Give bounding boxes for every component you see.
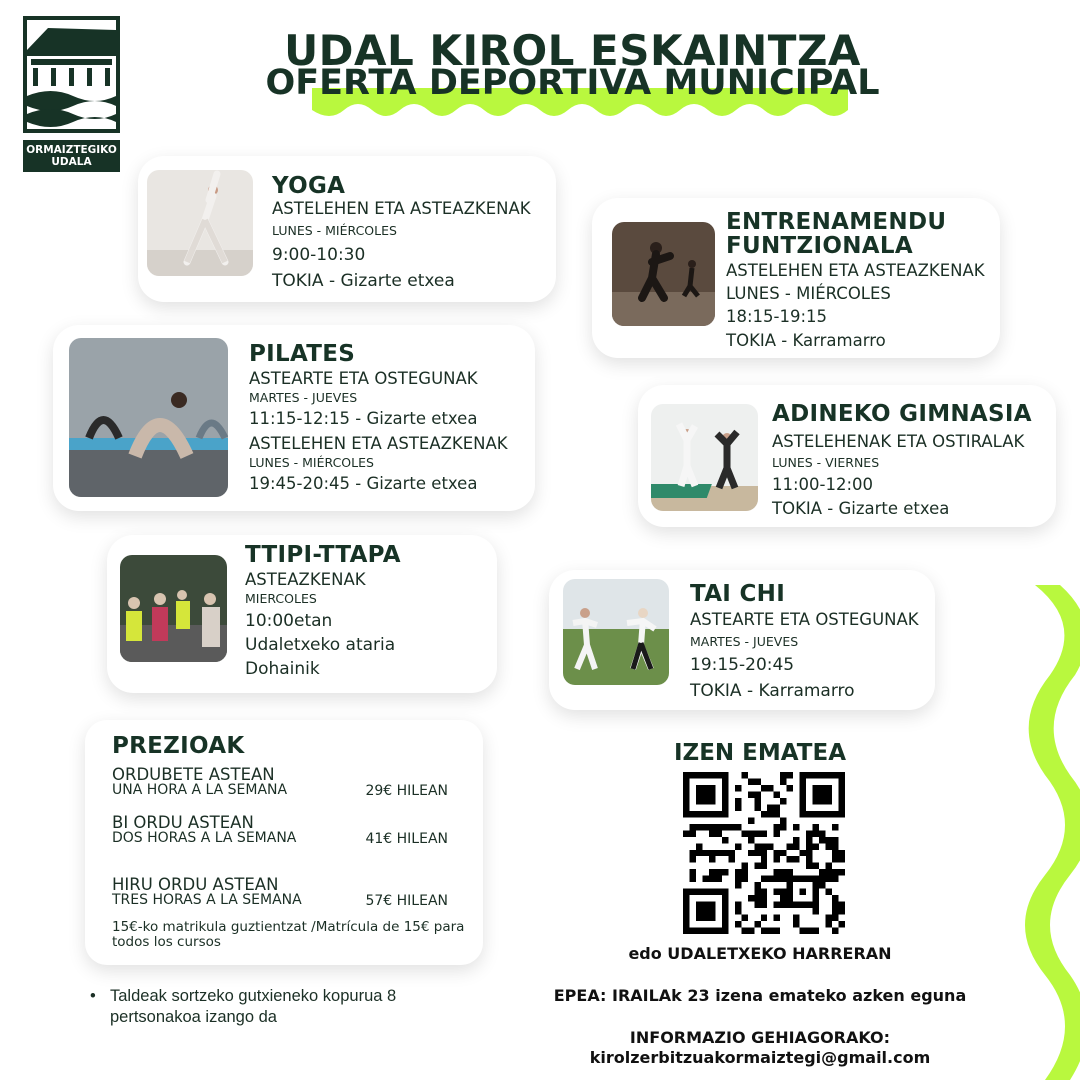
taichi-time: 19:15-20:45	[690, 655, 795, 675]
entrenamendu-title-2: FUNTZIONALA	[726, 233, 913, 259]
ttipi-time: 10:00etan	[245, 611, 333, 631]
pilates-days-eu-1: ASTEARTE ETA OSTEGUNAK	[249, 369, 478, 388]
price-value: 29€ HILEAN	[365, 783, 448, 799]
entrenamendu-days-eu: ASTELEHEN ETA ASTEAZKENAK	[726, 261, 985, 280]
entrenamendu-info	[726, 210, 985, 352]
registration-qr-code[interactable]	[683, 772, 845, 934]
entrenamendu-title-1: ENTRENAMENDU	[726, 209, 947, 235]
entrenamendu-place: TOKIA - Karramarro	[726, 331, 886, 350]
ttipi-place: Udaletxeko ataria	[245, 635, 396, 655]
price-name: BI ORDU ASTEAN	[112, 813, 254, 832]
adineko-time: 11:00-12:00	[772, 475, 874, 494]
entrenamendu-time: 18:15-19:15	[726, 307, 828, 326]
pilates-days-es-1: MARTES - JUEVES	[249, 390, 358, 405]
price-value: 57€ HILEAN	[365, 893, 448, 909]
note-text: Taldeak sortzeko gutxieneko kopurua 8 pertsonakoa izango da	[110, 987, 397, 1026]
yoga-time: 9:00-10:30	[272, 245, 366, 265]
adineko-title: ADINEKO GIMNASIA	[772, 401, 1032, 427]
ttipi-photo	[120, 555, 227, 662]
registration-deadline: EPEA: IRAILAk 23 izena emateko azken eguna	[553, 986, 967, 1005]
pilates-days-eu-2: ASTELEHEN ETA ASTEAZKENAK	[249, 434, 508, 453]
info-label: INFORMAZIO GEHIAGORAKO:	[629, 1028, 891, 1047]
taichi-title: TAI CHI	[690, 581, 786, 607]
entrenamendu-photo	[612, 222, 715, 326]
yoga-days-es: LUNES - MIÉRCOLES	[272, 223, 397, 238]
price-sub: UNA HORA A LA SEMANA	[112, 782, 288, 798]
yoga-place: TOKIA - Gizarte etxea	[272, 271, 455, 291]
pilates-time-1: 11:15-12:15 - Gizarte etxea	[249, 409, 478, 428]
ttipi-days-es: MIERCOLES	[245, 591, 317, 606]
price-row-3	[112, 876, 452, 909]
title-spanish: OFERTA DEPORTIVA MUNICIPAL	[265, 63, 880, 103]
ttipi-info	[245, 543, 401, 681]
prices-title: PREZIOAK	[112, 733, 245, 759]
logo-text: ORMAIZTEGIKO UDALA	[26, 144, 117, 168]
minimum-group-note	[90, 986, 470, 1028]
pilates-time-2: 19:45-20:45 - Gizarte etxea	[249, 474, 478, 493]
adineko-days-eu: ASTELEHENAK ETA OSTIRALAK	[772, 432, 1025, 451]
taichi-days-es: MARTES - JUEVES	[690, 634, 799, 649]
pilates-days-es-2: LUNES - MIÉRCOLES	[249, 455, 374, 470]
price-name: HIRU ORDU ASTEAN	[112, 875, 279, 894]
entrenamendu-days-es: LUNES - MIÉRCOLES	[726, 284, 891, 303]
price-sub: TRES HORAS A LA SEMANA	[112, 892, 302, 908]
yoga-title: YOGA	[272, 173, 346, 199]
green-wave-decoration	[975, 585, 1080, 1080]
bullet-icon: •	[90, 987, 96, 1005]
contact-email[interactable]: kirolzerbitzuakormaiztegi@gmail.com	[589, 1048, 931, 1067]
taichi-info	[690, 582, 919, 703]
price-row-1	[112, 766, 452, 799]
price-sub: DOS HORAS A LA SEMANA	[112, 830, 297, 846]
yoga-photo	[147, 170, 253, 276]
taichi-place: TOKIA - Karramarro	[690, 681, 855, 701]
adineko-info	[772, 402, 1032, 520]
pilates-title: PILATES	[249, 341, 356, 367]
price-value: 41€ HILEAN	[365, 831, 448, 847]
pilates-info	[249, 342, 508, 495]
registration-title: IZEN EMATEA	[673, 740, 847, 766]
yoga-info	[272, 174, 531, 293]
registration-alt: edo UDALETXEKO HARRERAN	[628, 944, 892, 963]
taichi-photo	[563, 579, 669, 685]
yoga-days-eu: ASTELEHEN ETA ASTEAZKENAK	[272, 199, 531, 218]
adineko-place: TOKIA - Gizarte etxea	[772, 499, 950, 518]
ttipi-days-eu: ASTEAZKENAK	[245, 570, 366, 589]
adineko-photo	[651, 404, 758, 511]
ttipi-title: TTIPI-TTAPA	[245, 542, 401, 568]
taichi-days-eu: ASTEARTE ETA OSTEGUNAK	[690, 610, 919, 629]
pilates-photo	[69, 338, 228, 497]
title-basque: UDAL KIROL ESKAINTZA	[284, 26, 861, 75]
price-row-2	[112, 814, 452, 847]
enrollment-fee: 15€-ko matrikula guztientzat /Matrícula de 15€ para todos los cursos	[112, 919, 465, 950]
adineko-days-es: LUNES - VIERNES	[772, 455, 880, 470]
ttipi-price: Dohainik	[245, 659, 320, 679]
price-name: ORDUBETE ASTEAN	[112, 765, 275, 784]
